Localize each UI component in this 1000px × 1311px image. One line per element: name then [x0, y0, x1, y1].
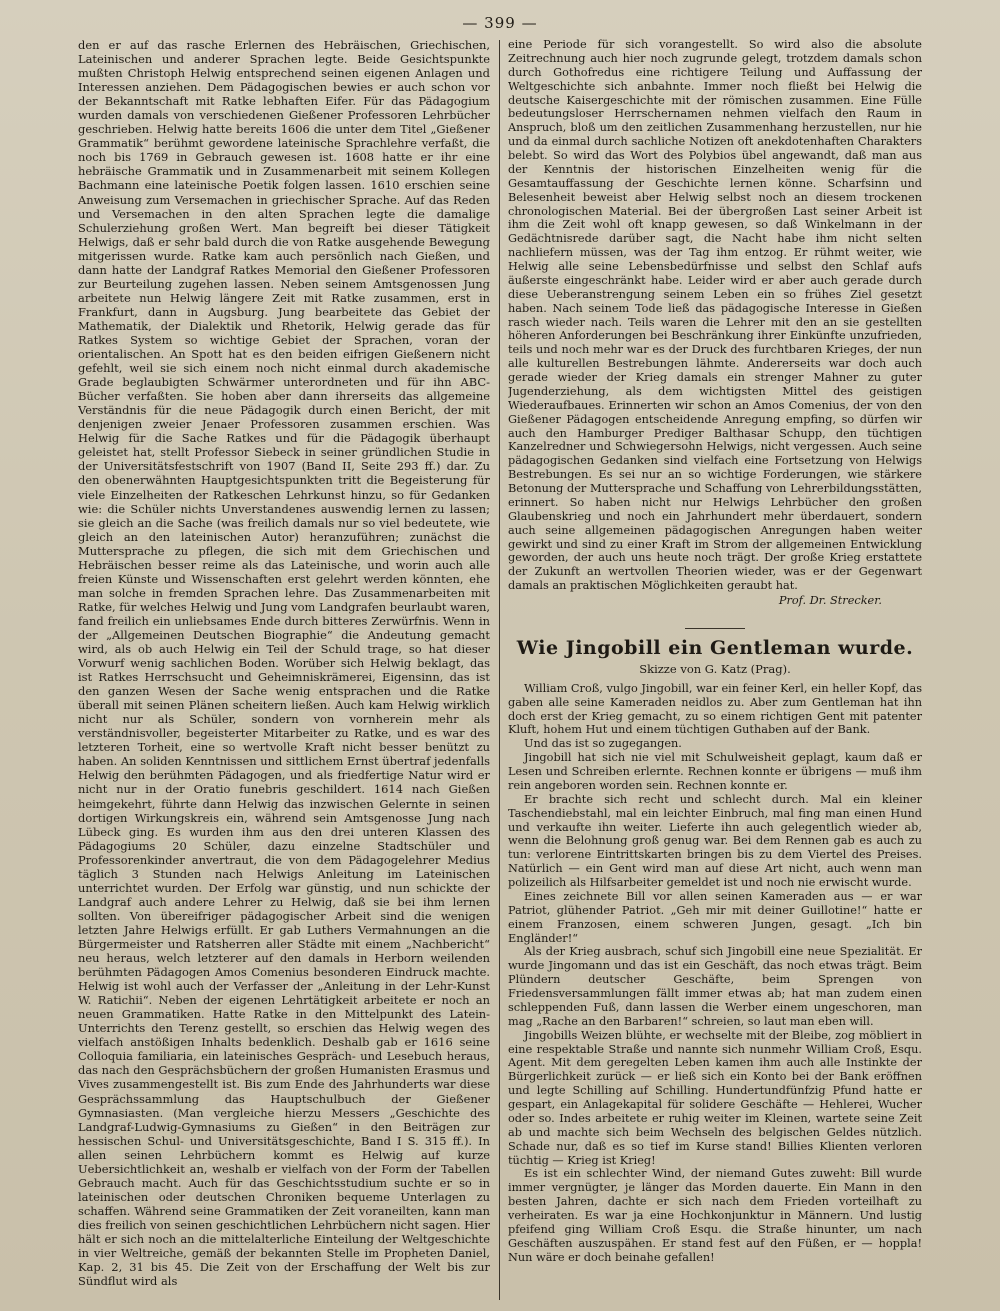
story-paragraph: Und das ist so zugegangen.	[524, 737, 682, 751]
story-paragraph: Jingobill hat sich nie viel mit Schulweisheit geplagt, kaum daß er Lesen und Schreiben erlernte. Rechnen konnte er übrigens — muß ihm rein angeboren worden sein. Rechnen konnte er.	[508, 751, 922, 792]
author-signature: Prof. Dr. Strecker.	[778, 594, 882, 607]
column-divider	[499, 40, 500, 1300]
article-paragraph: eine Periode für sich vorangestellt. So wird also die absolute Zeitrechnung auch hier noch zugrunde gelegt, trotzdem damals schon durch Gothofredus eine richtigere Teilung und Auffassung der Weltgeschichte sich anbahnte. Immer noch fließt bei Helwig die deutsche Kaisergeschichte mit der römischen zusammen. Eine Fülle bedeutungsloser Herrschernamen nehmen vielfach den Raum in Anspruch, bloß um den zeitlichen Zusammenhang herzustellen, nur hie und da einmal durch sachliche Notizen oft anekdotenhaften Charakters belebt. So wird das Wort des Polybios übel angewandt, daß man aus der Kenntnis der historischen Einzelheiten wenig für die Gesamtauffassung der Geschichte lernen könne. Scharfsinn und Belesenheit beweist aber Helwig selbst noch an diesem trockenen chronologischen Material. Bei der übergroßen Last seiner Arbeit ist ihm die Zeit wohl oft knapp gewesen, so daß Winkelmann in der Gedächtnisrede darüber sagt, die Nacht habe ihm nicht selten nachliefern müssen, was der Tag ihm entzog. Er rühmt weiter, wie Helwig alle seine Lebensbedürfnisse und selbst den Schlaf aufs äußerste eingeschränkt habe. Leider wird er aber auch gerade durch diese Ueberanstrengung seinem Leben ein so frühes Ziel gesetzt haben. Nach seinem Tode ließ das pädagogische Interesse in Gießen rasch wieder nach. Teils waren die Lehrer mit den an sie gestellten höheren Anforderungen bei Beschränkung ihrer Einkünfte unzufrieden, teils und noch mehr war es der Druck des furchtbaren Krieges, der nun alle kulturellen Bestrebungen lähmte. Andererseits war doch auch gerade wieder der Krieg damals ein strenger Mahner zu guter Jugenderziehung, als dem wichtigsten Mittel des geistigen Wiederaufbaues. Erinnerten wir schon an Amos Comenius, der von den Gießener Pädagogen entscheidende Anregung empfing, so dürfen wir auch den Hamburger Prediger Balthasar Schupp, den tüchtigen Kanzelredner und Schwiegersohn Helwigs, nicht vergessen. Auch seine pädagogischen Gedanken sind vielfach eine Fortsetzung von Helwigs Bestrebungen. Es sei nur an so wichtige Forderungen, wie stärkere Betonung der Muttersprache und Schaffung von Lehrerbildungsstätten, erinnert. So haben nicht nur Helwigs Lehrbücher den großen Glaubenskrieg und noch ein Jahrhundert mehr überdauert, sondern auch seine allgemeinen pädagogischen Anregungen haben weiter gewirkt und sind zu einer Kraft im Strom der allgemeinen Entwicklung geworden, der auch uns heute noch trägt. Der große Krieg erstattete der Zukunft an wertvollen Theorien wieder, was er der Gegenwart damals an praktischen Möglichkeiten geraubt hat.	[508, 38, 922, 593]
right-column	[508, 38, 922, 1300]
section-divider	[685, 628, 745, 629]
story-paragraph: Als der Krieg ausbrach, schuf sich Jingobill eine neue Spezialität. Er wurde Jingomann und das ist ein Geschäft, das noch etwas trägt. Beim Plündern deutscher Geschäfte, beim Sprengen von Friedensversammlungen fällt immer etwas ab; hat man zudem einen schleppenden Fuß, dann lassen die Werber einem ungeschoren, man mag „Rache an den Barbaren!“ schreien, so laut man eben will.	[508, 945, 922, 1028]
story-paragraph: Jingobills Weizen blühte, er wechselte mit der Bleibe, zog möbliert in eine respektable Straße und nannte sich nunmehr William Croß, Esqu. Agent. Mit dem geregelten Leben kamen ihm auch alle Instinkte der Bürgerlichkeit zurück — er ließ sich ein Konto bei der Bank eröffnen und legte Schilling auf Schilling. Hundertundfünfzig Pfund hatte er gespart, ein Anlagekapital für solidere Geschäfte — Hehlerei, Wucher oder so. Indes arbeitete er ruhig weiter im Kleinen, wartete seine Zeit ab und machte sich beim Wechseln des belgischen Geldes nützlich. Schade nur, daß es so tief im Kurse stand! Billies Klienten verloren tüchtig — Krieg ist Krieg!	[508, 1028, 922, 1167]
page-number: — 399 —	[462, 14, 538, 32]
article-paragraph: den er auf das rasche Erlernen des Hebräischen, Griechischen, Lateinischen und anderer Sprachen legte. Beide Gesichtspunkte mußten Christoph Helwig entsprechend seinen eigenen Anlagen und Interessen anziehen. Dem Pädagogischen bewies er auch schon vor der Bekanntschaft mit Ratke lebhaften Eifer. Für das Pädagogium wurden damals von verschiedenen Gießener Professoren Lehrbücher geschrieben. Helwig hatte bereits 1606 die unter dem Titel „Gießener Grammatik“ berühmt gewordene lateinische Sprachlehre verfaßt, die noch bis 1769 in Gebrauch gewesen ist. 1608 hatte er ihr eine hebräische Grammatik und in Zusammenarbeit mit seinem Kollegen Bachmann eine lateinische Poetik folgen lassen. 1610 erschien seine Anweisung zum Versemachen in griechischer Sprache. Auf das Reden und Versemachen in den alten Sprachen legte die damalige Schulerziehung großen Wert. Man begreift bei dieser Tätigkeit Helwigs, daß er sehr bald durch die von Ratke ausgehende Bewegung mitgerissen wurde. Ratke kam auch persönlich nach Gießen, und dann hatte der Landgraf Ratkes Memorial den Gießener Professoren zur Beurteilung zugehen lassen. Neben seinem Amtsgenossen Jung arbeitete nun Helwig längere Zeit mit Ratke zusammen, erst in Frankfurt, dann in Augsburg. Jung bearbeitete das Gebiet der Mathematik, der Dialektik und Rhetorik, Helwig gerade das für Ratkes System so wichtige Gebiet der Sprachen, voran der orientalischen. An Spott hat es den beiden eifrigen Gießenern nicht gefehlt, weil sie sich einem noch nicht einmal durch akademische Grade beglaubigten Schwärmer unterordneten und für ihn ABC-Bücher verfaßten. Sie hoben aber dann ihrerseits das allgemeine Verständnis für die neue Pädagogik durch einen Bericht, der mit denjenigen zweier Jenaer Professoren zusammen erschien. Was Helwig für die Sache Ratkes und für die Pädagogik überhaupt geleistet hat, stellt Professor Siebeck in seiner gründlichen Studie in der Universitätsfestschrift von 1907 (Band II, Seite 293 ff.) dar. Zu den obenerwähnten Hauptgesichtspunkten tritt die Begeisterung für viele Einzelheiten der Ratkeschen Lehrkunst hinzu, so für Gedanken wie: die Schüler nichts Unverstandenes auswendig lernen zu lassen; sie gleich an die Sache (was freilich damals nur so viel bedeutete, wie gleich an den lateinischen Autor) heranzuführen; zunächst die Muttersprache zu pflegen, die sich mit dem Griechischen und Hebräischen besser reime als das Lateinische, und worin auch alle freien Künste und Wissenschaften erst gelehrt werden könnten, ehe man solche in fremden Sprachen lehre. Das Zusammenarbeiten mit Ratke, für welches Helwig und Jung vom Landgrafen beurlaubt waren, fand freilich ein unliebsames Ende durch bitteres Zerwürfnis. Wenn in der „Allgemeinen Deutschen Biographie“ die Andeutung gemacht wird, als ob auch Helwig ein Teil der Schuld trage, so hat dieser Vorwurf wenig sachlichen Boden. Worüber sich Helwig beklagt, das ist Ratkes Herrschsucht und Geheimniskrämerei, Eigensinn, das ist den ganzen Wesen der Sache wenig entsprachen und die Ratke überall mit seinen Plänen scheitern ließen. Auch kam Helwig wirklich nicht nur als Schüler, sondern von vornherein mehr als verständnisvoller, begeisterter Mitarbeiter zu Ratke, und es war des letzteren Torheit, eine so wertvolle Kraft nicht besser benützt zu haben. An soliden Kenntnissen und sittlichem Ernst übertraf jedenfalls Helwig den berühmten Pädagogen, und als friedfertige Natur wird er nicht nur in der Oratio funebris geschildert. 1614 nach Gießen heimgekehrt, führte dann Helwig das inzwischen Gelernte in seinen dortigen Wirkungskreis ein, während sein Amtsgenosse Jung nach Lübeck ging. Es wurden ihm aus den drei unteren Klassen des Pädagogiums 20 Schüler, dazu einzelne Stadtschüler und Professorenkinder anvertraut, die von dem Pädagogelehrer Medius täglich 3 Stunden nach Helwigs Anleitung im Lateinischen unterrichtet wurden. Der Erfolg war günstig, und nun schickte der Landgraf auch andere Lehrer zu Helwig, daß sie bei ihm lernen sollten. Von übereifriger pädagogischer Arbeit sind die wenigen letzten Jahre Helwigs erfüllt. Er gab Luthers Vermahnungen an die Bürgermeister und Ratsherren aller Städte mit einem „Nachbericht“ neu heraus, welch letzterer auf den damals in Herborn weilenden berühmten Pädagogen Amos Comenius besonderen Eindruck machte. Helwig ist wohl auch der Verfasser der „Anleitung in der Lehr-Kunst W. Ratichii“. Neben der eigenen Lehrtätigkeit arbeitete er noch an neuen Grammatiken. Hatte Ratke in den Mittelpunkt des Latein-Unterrichts den Terenz gestellt, so erschien das Helwig wegen des vielfach anstößigen Inhalts bedenklich. Deshalb gab er 1616 seine Colloquia familiaria, ein lateinisches Gespräch- und Lesebuch heraus, das nach den Gesprächsbüchern der großen Humanisten Erasmus und Vives zusammengestellt ist. Bis zum Ende des Jahrhunderts war diese Gesprächssammlung das Hauptschulbuch der Gießener Gymnasiasten. (Man vergleiche hierzu Messers „Geschichte des Landgraf-Ludwig-Gymnasiums zu Gießen“ in den Beiträgen zur hessischen Schul- und Universitätsgeschichte, Band I S. 315 ff.). In allen seinen Lehrbüchern kommt es Helwig auf kurze Uebersichtlichkeit an, weshalb er vielfach von der Form der Tabellen Gebrauch macht. Auch für das Geschichtsstudium suchte er so in lateinischen oder deutschen Chroniken bequeme Unterlagen zu schaffen. Während seine Grammatiken der Zeit voraneilten, kann man dies freilich von seinen geschichtlichen Lehrbüchern nicht sagen. Hier hält er sich noch an die mittelalterliche Einteilung der Weltgeschichte in vier Weltreiche, gemäß der bekannten Stelle im Propheten Daniel, Kap. 2, 31 bis 45. Die Zeit von der Erschaffung der Welt bis zur Sündflut wird als	[78, 38, 490, 1289]
story-paragraph: Es ist ein schlechter Wind, der niemand Gutes zuweht: Bill wurde immer vergnügter, je länger das Morden dauerte. Ein Mann in den besten Jahren, dachte er sich nach dem Frieden vorteilhaft zu verheiraten. Es war ja eine Hochkonjunktur in Männern. Und lustig pfeifend ging William Croß Esqu. die Straße hinunter, um nach Geschäften auszuspähen. Er stand fest auf den Füßen, er — hoppla! Nun wäre er doch beinahe gefallen!	[508, 1167, 922, 1264]
story-paragraph: Er brachte sich recht und schlecht durch. Mal ein kleiner Taschendiebstahl, mal ein leichter Einbruch, mal fing man einen Hund und verkaufte ihn weiter. Lieferte ihn auch gelegentlich wieder ab, wenn die Belohnung groß genug war. Bei dem Rennen gab es auch zu tun: verlorene Eintrittskarten bringen bis zu dem Viertel des Preises. Natürlich — ein Gent wird man auf diese Art nicht, auch wenn man polizeilich als Hilfsarbeiter gemeldet ist und noch nie erwischt wurde.	[508, 792, 922, 889]
story-title: Wie Jingobill ein Gentleman wurde.	[516, 636, 914, 659]
left-column	[78, 38, 490, 1300]
story-byline: Skizze von G. Katz (Prag).	[639, 661, 791, 676]
story-paragraph: Eines zeichnete Bill vor allen seinen Kameraden aus — er war Patriot, glühender Patriot. „Geh mir mit deiner Guillotine!“ hatte er einem Franzosen, einem schweren Jungen, gesagt. „Ich bin Engländer!“	[508, 889, 922, 945]
story-paragraph: William Croß, vulgo Jingobill, war ein feiner Kerl, ein heller Kopf, das gaben alle seine Kameraden neidlos zu. Aber zum Gentleman hat ihn doch erst der Krieg gemacht, zu so einem richtigen Gent mit patenter Kluft, hohem Hut und einem tüchtigen Guthaben auf der Bank.	[508, 681, 922, 737]
